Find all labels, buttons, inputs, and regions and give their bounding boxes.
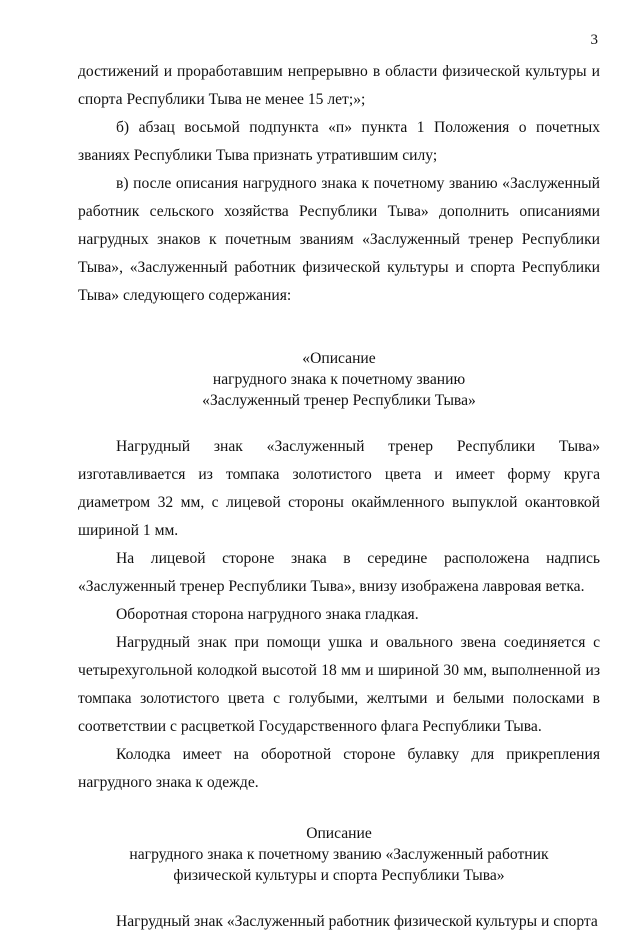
heading-title: «Описание: [302, 350, 376, 367]
heading-subtitle: нагрудного знака к почетному званию: [212, 371, 466, 388]
page-number: 3: [590, 32, 598, 48]
paragraph-badge-front: На лицевой стороне знака в середине расположена надпись «Заслуженный тренер Республики Тыва», внизу изображена лавровая ветка.: [78, 550, 600, 595]
heading-title: Описание: [306, 825, 372, 842]
section-heading-trainer: [78, 348, 600, 411]
heading-subtitle: нагрудного знака к почетному званию «Заслуженный работник: [129, 846, 549, 863]
paragraph-item-b: б) абзац восьмой подпункта «п» пункта 1 Положения о почетных званиях Республики Тыва признать утратившим силу;: [78, 119, 600, 164]
document-body: [78, 58, 600, 936]
section-heading-sports-worker: [78, 823, 600, 886]
heading-subtitle: «Заслуженный тренер Республики Тыва»: [202, 392, 476, 409]
paragraph-sports-badge: Нагрудный знак «Заслуженный работник физической культуры и спорта: [116, 913, 598, 930]
paragraph-item-v: в) после описания нагрудного знака к почетному званию «Заслуженный работник сельского хозяйства Республики Тыва» дополнить описаниями нагрудных знаков к почетным званиям «Заслуженный тренер Республики Тыва», «Заслуженный работник физической культуры и спорта Республики Тыва» следующего содержания:: [78, 175, 600, 304]
paragraph-badge-back: Оборотная сторона нагрудного знака гладкая.: [116, 606, 419, 623]
heading-subtitle: физической культуры и спорта Республики Тыва»: [173, 867, 505, 884]
paragraph-continued: достижений и проработавшим непрерывно в области физической культуры и спорта Республики Тыва не менее 15 лет;»;: [78, 63, 600, 108]
paragraph-badge-pin: Колодка имеет на оборотной стороне булавку для прикрепления нагрудного знака к одежде.: [78, 746, 600, 791]
paragraph-badge-block: Нагрудный знак при помощи ушка и овального звена соединяется с четырехугольной колодкой высотой 18 мм и шириной 30 мм, выполненной из томпака золотистого цвета с голубыми, желтыми и белыми полосками в соответствии с расцветкой Государственного флага Республики Тыва.: [78, 634, 600, 735]
paragraph-badge-material: Нагрудный знак «Заслуженный тренер Республики Тыва» изготавливается из томпака золотистого цвета и имеет форму круга диаметром 32 мм, с лицевой стороны окаймленного выпуклой окантовкой шириной 1 мм.: [78, 438, 600, 539]
